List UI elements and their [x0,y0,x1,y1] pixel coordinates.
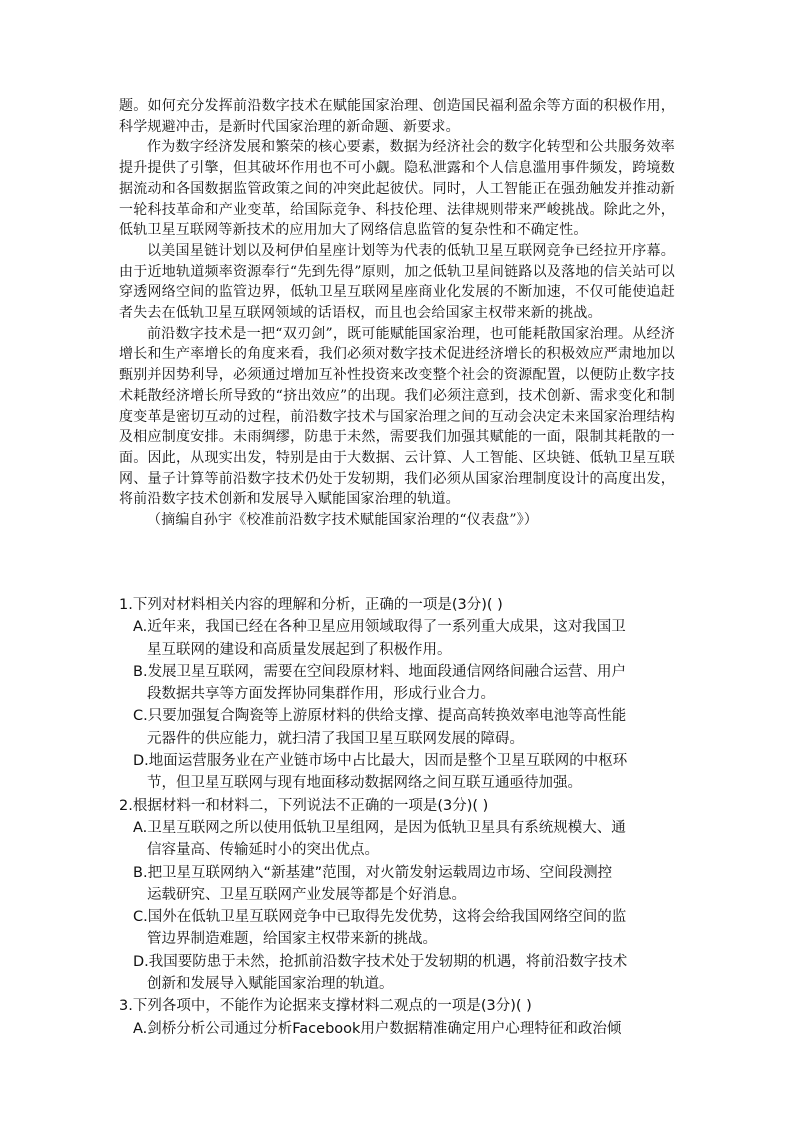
option-a[interactable]: A.近年来，我国已经在各种卫星应用领域取得了一系列重大成果，这对我国卫 星互联网的建设和高质量发展起到了积极作用。 [133,619,626,658]
question-list [119,594,679,1040]
passage-paragraph-2: 作为数字经济发展和繁荣的核心要素，数据为经济社会的数字化转型和公共服务效率提升提供了引擎，但其破坏作用也不可小觑。隐私泄露和个人信息滥用事件频发，跨境数据流动和各国数据监管政策之间的冲突此起彼伏。同时，人工智能正在强劲触发并推动新一轮科技革命和产业变革，给国际竞争、科技伦理、法律规则带来严峻挑战。除此之外，低轨卫星互联网等新技术的应用加大了网络信息监管的复杂性和不确定性。 [119,139,675,239]
question-stem: 3.下列各项中，不能作为论据来支撑材料二观点的一项是(3分)( ) [119,998,532,1015]
passage-source: （摘编自孙宇《校准前沿数字技术赋能国家治理的“仪表盘”》） [147,512,539,529]
option-c[interactable]: C.只要加强复合陶瓷等上游原材料的供给支撑、提高高转换效率电池等高性能 元器件的供应能力，就扫清了我国卫星互联网发展的障碍。 [133,708,627,747]
option-d[interactable]: D.我国要防患于未然，抢抓前沿数字技术处于发轫期的机遇，将前沿数字技术 创新和发展导入赋能国家治理的轨道。 [133,953,628,993]
question-1 [119,594,679,795]
option-c[interactable]: C.国外在低轨卫星互联网竞争中已取得先发优势，这将会给我国网络空间的监 管边界制造难题，给国家主权带来新的挑战。 [133,909,627,948]
option-d[interactable]: D.地面运营服务业在产业链市场中占比最大，因而是整个卫星互联网的中枢环 节，但卫星互联网与现有地面移动数据网络之间互联互通亟待加强。 [133,753,628,792]
question-stem: 1.下列对材料相关内容的理解和分析，正确的一项是(3分)( ) [119,597,503,613]
passage-paragraph-4: 前沿数字技术是一把“双刃剑”，既可能赋能国家治理，也可能耗散国家治理。从经济增长和生产率增长的角度来看，我们必须对数字技术促进经济增长的积极效应严肃地加以甄别并因势利导，必须通过增加互补性投资来改变整个社会的资源配置，以便防止数字技术耗散经济增长所导致的“挤出效应”的出现。我们必须注意到，技术创新、需求变化和制度变革是密切互动的过程，前沿数字技术与国家治理之间的互动会决定未来国家治理结构及相应制度安排。未雨绸缪，防患于未然，需要我们加强其赋能的一面，限制其耗散的一面。因此，从现实出发，特别是由于大数据、云计算、人工智能、区块链、低轨卫星互联网、量子计算等前沿数字技术仍处于发轫期，我们必须从国家治理制度设计的高度出发，将前沿数字技术创新和发展导入赋能国家治理的轨道。 [119,325,675,508]
question-3 [119,995,679,1040]
reading-passage [119,96,675,531]
option-a[interactable]: A.卫星互联网之所以使用低轨卫星组网，是因为低轨卫星具有系统规模大、通 信容量高、传输延时小的突出优点。 [133,819,626,859]
passage-paragraph-3: 以美国星链计划以及柯伊伯星座计划等为代表的低轨卫星互联网竞争已经拉开序幕。由于近地轨道频率资源奉行“先到先得”原则，加之低轨卫星间链路以及落地的信关站可以穿透网络空间的监管边界，低轨卫星互联网星座商业化发展的不断加速，不仅可能使追赶者失去在低轨卫星互联网领域的话语权，而且也会给国家主权带来新的挑战。 [119,242,675,322]
option-b[interactable]: B.把卫星互联网纳入“新基建”范围，对火箭发射运载周边市场、空间段测控 运载研究、卫星互联网产业发展等都是个好消息。 [133,864,613,903]
passage-paragraph-1: 题。如何充分发挥前沿数字技术在赋能国家治理、创造国民福利盈余等方面的积极作用，科学规避冲击，是新时代国家治理的新命题、新要求。 [119,98,675,135]
question-2 [119,795,679,996]
option-a[interactable]: A.剑桥分析公司通过分析Facebook用户数据精准确定用户心理特征和政治倾 [133,1020,622,1037]
question-stem: 2.根据材料一和材料二，下列说法不正确的一项是(3分)( ) [119,797,489,814]
option-b[interactable]: B.发展卫星互联网，需要在空间段原材料、地面段通信网络间融合运营、用户 段数据共享等方面发挥协同集群作用，形成行业合力。 [133,663,627,703]
